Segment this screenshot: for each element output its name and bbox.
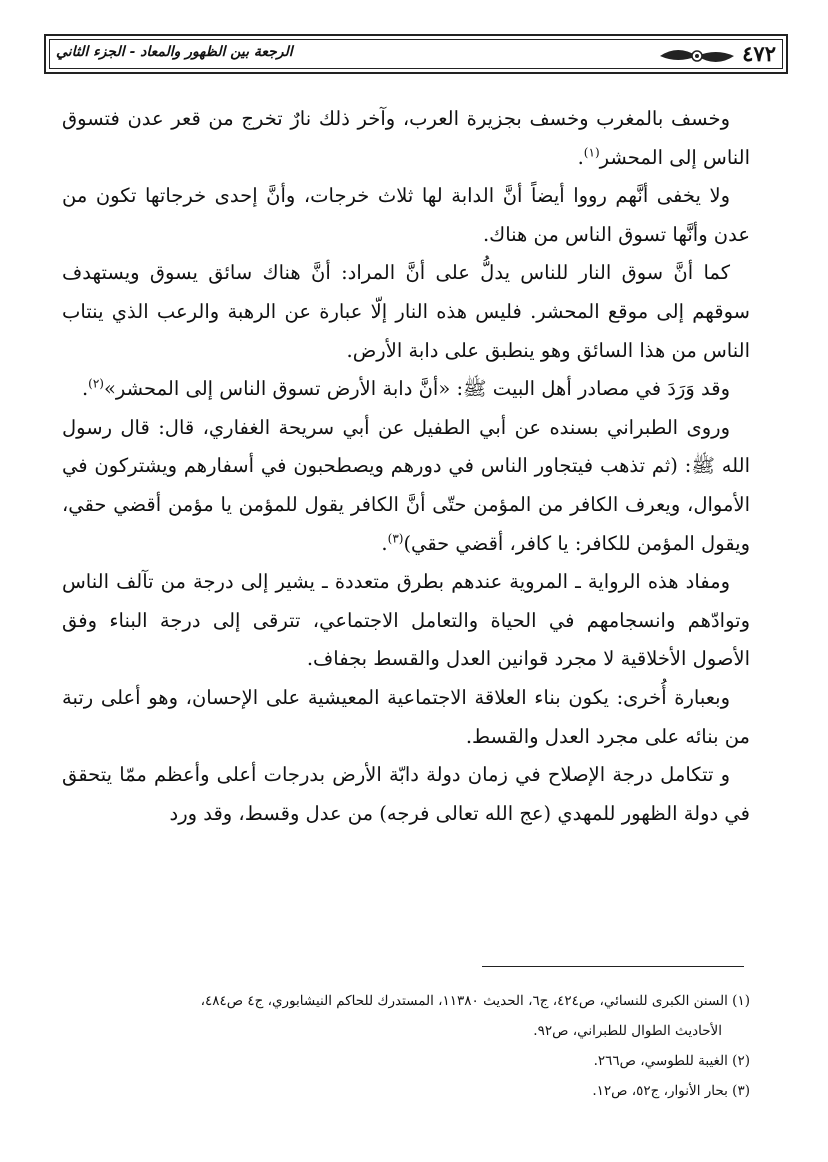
paragraph [62,254,750,370]
page-header [44,34,788,74]
paragraph [62,409,750,563]
page-number: ٤٧٢ [742,41,776,66]
paragraph [62,100,750,177]
paragraph [62,563,750,679]
paragraph [62,370,750,409]
paragraph-end: . [381,531,388,555]
footnote-reference[interactable]: (٣) [387,531,404,546]
paragraph-text: وروى الطبراني بسنده عن أبي الطفيل عن أبي سريحة الغفاري، قال: قال رسول الله ﷺ: (ثم تذهب فيتجاور الناس في دورهم ويصطحبون في أسفارهم ويشتركون في الأموال، ويعرف الكافر من المؤمن حتّى أنَّ الكافر يقول للمؤمن يا مؤمن أقضي حقي، ويقول المؤمن للكافر: يا كافر، أقضي حقي) [62,415,750,555]
paragraph-text: ومفاد هذه الرواية ـ المروية عندهم بطرق متعددة ـ يشير إلى درجة من تآلف الناس وتوادّهم وانسجامهم في الحياة والتعامل الاجتماعي، تترقى إلى درجة البناء وفق الأصول الأخلاقية لا مجرد قوانين العدل والقسط بجفاف. [62,570,750,671]
paragraph-text: وخسف بالمغرب وخسف بجزيرة العرب، وآخر ذلك نارٌ تخرج من قعر عدن فتسوق الناس إلى المحشر [62,107,750,169]
footnote-reference[interactable]: (١) [583,145,600,160]
paragraph-end: . [81,377,89,401]
footnote-separator [482,966,744,967]
ornament-icon [658,44,736,68]
paragraph-text: و تتكامل درجة الإصلاح في زمان دولة دابّة الأرض بدرجات أعلى وأعظم ممّا يتحقق في دولة الظهور للمهدي (عج الله تعالى فرجه) من عدل وقسط، وقد ورد [62,763,750,825]
paragraph-text: وقد وَرَدَ في مصادر أهل البيت ﷺ: «أنَّ دابة الأرض تسوق الناس إلى المحشر» [103,377,730,401]
paragraph [62,756,750,833]
main-text [62,100,750,833]
paragraph [62,177,750,254]
footnote-1: (١) السنن الكبرى للنسائي، ص٤٢٤، ج٦، الحديث ١١٣٨٠، المستدرك للحاكم النيشابوري، ج٤ ص٤٨٤، [200,993,750,1009]
paragraph-text: كما أنَّ سوق النار للناس يدلُّ على أنَّ المراد: أنَّ هناك سائق يسوق ويستهدف سوقهم إلى موقع المحشر. فليس هذه النار إلّا عبارة عن الرهبة والرعب الذي ينتاب الناس من هذا السائق وهو ينطبق على دابة الأرض. [62,261,750,362]
running-title: الرجعة بين الظهور والمعاد - الجزء الثاني [56,44,293,60]
footnote-3: (٣) بحار الأنوار، ج٥٢، ص١٢. [592,1083,750,1099]
paragraph-text: ولا يخفى أنَّهم رووا أيضاً أنَّ الدابة لها ثلاث خرجات، وأنَّ إحدى خرجاتها تكون من عدن وأنَّها تسوق الناس من هناك. [62,184,750,246]
footnotes [62,986,750,1106]
footnote-reference[interactable]: (٢) [88,376,104,391]
paragraph-end: . [577,145,584,169]
footnote-2: (٢) الغيبة للطوسي، ص٢٦٦. [593,1053,750,1069]
paragraph-text: وبعبارة أُخرى: يكون بناء العلاقة الاجتماعية المعيشية على الإحسان، وهو أعلى رتبة من بنائه على مجرد العدل والقسط. [62,685,750,748]
footnote-1-continuation: الأحاديث الطوال للطبراني، ص٩٢. [533,1023,722,1039]
paragraph [62,679,750,756]
